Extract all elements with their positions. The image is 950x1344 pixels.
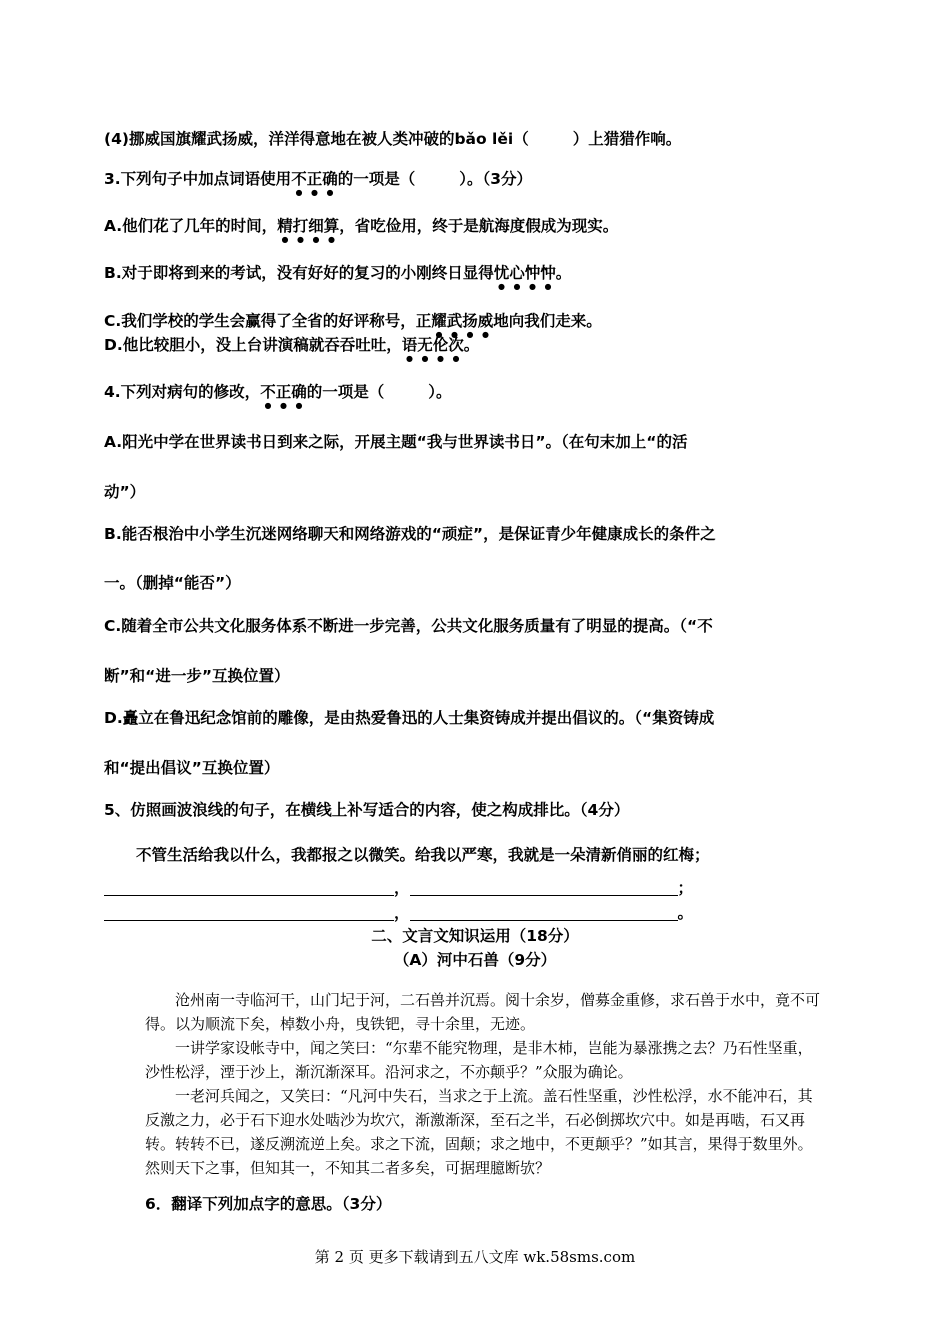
q6-stem: 6．翻译下列加点字的意思。（3分） [145, 1195, 392, 1213]
q5-end1: ； [677, 879, 694, 897]
q4-option-a-line2: 动”） [104, 483, 146, 501]
q3-stem [104, 167, 532, 197]
passage [145, 988, 825, 1180]
q2-item4-suffix: ）上猎猎作响。 [572, 130, 682, 148]
passage-paragraph-2: 一讲学家设帐寺中，闻之笑曰：“尔辈不能究物理，是非木杮，岂能为暴涨携之去？乃石性坚重，沙性松浮，湮于沙上，渐沉渐深耳。沿河求之，不亦颠乎？”众服为确论。 [145, 1039, 813, 1081]
q4-stem [104, 380, 451, 410]
q3-d-pre: D.他比较胆小，没上台讲演稿就吞吞吐吐， [104, 336, 402, 354]
fill-blank[interactable] [104, 879, 394, 896]
q5-sep2: ， [394, 904, 410, 922]
q3-a-post: ，省吃俭用，终于是航海度假成为现实。 [339, 217, 619, 235]
q4-option-d-line2: 和“提出倡议”互换位置） [104, 759, 280, 777]
q5-example: 不管生活给我以什么，我都报之以微笑。给我以严寒，我就是一朵清新俏丽的红梅； [136, 846, 710, 864]
q4-stem-c: ）。 [428, 383, 452, 401]
section-subtitle: （A）河中石兽（9分） [393, 951, 557, 969]
q3-stem-a: 3.下列句子中加点词语使用 [104, 170, 292, 188]
q4-stem-dotted: 不正确 [260, 383, 307, 401]
answer-space [529, 131, 573, 147]
q5-fill-line-1 [104, 876, 693, 898]
q4-option-c-line1: C.随着全市公共文化服务体系不断进一步完善，公共文化服务质量有了明显的提高。（“不 [104, 617, 713, 635]
q3-option-a [104, 214, 618, 244]
fill-blank[interactable] [410, 879, 678, 896]
section-title: 二、文言文知识运用（18分） [371, 927, 579, 945]
q3-stem-b: 的一项是（ [337, 170, 416, 188]
q4-option-a-line1: A.阳光中学在世界读书日到来之际，开展主题“我与世界读书日”。（在句末加上“的活 [104, 433, 688, 451]
passage-paragraph-3: 一老河兵闻之，又笑曰：“凡河中失石，当求之于上流。盖石性坚重，沙性松浮，水不能冲石，其反激之力，必于石下迎水处啮沙为坎穴，渐激渐深，至石之半，石必倒掷坎穴中。如是再啮，石又再转。转转不已，遂反溯流逆上矣。求之下流，固颠；求之地中，不更颠乎？”如其言，果得于数里外。然则天下之事，但知其一，不知其二者多矣，可据理臆断欤？ [145, 1087, 813, 1177]
q3-stem-dotted: 不正确 [291, 170, 338, 188]
q5-sep1: ， [394, 879, 410, 897]
q5-stem: 5、仿照画波浪线的句子，在横线上补写适合的内容，使之构成排比。（4分） [104, 801, 630, 819]
q4-stem-b: 的一项是（ [306, 383, 385, 401]
q3-a-dotted: 精打细算 [277, 217, 340, 235]
q3-option-b [104, 261, 571, 291]
q3-d-post: 。 [463, 336, 480, 354]
q4-option-b-line2: 一。（删掉“能否”） [104, 574, 241, 592]
q5-fill-line-2 [104, 901, 693, 923]
q3-stem-c: ）。（3分） [459, 170, 533, 188]
fill-blank[interactable] [410, 904, 678, 921]
q3-c-post: 地向我们走来。 [493, 312, 602, 330]
q3-option-d [104, 333, 479, 363]
q2-item4 [104, 127, 681, 149]
q2-item4-prefix: (4)挪威国旗耀武扬威，洋洋得意地在被人类冲破的bǎo lěi（ [104, 130, 529, 148]
page-footer: 第 2 页 更多下载请到五八文库 wk.58sms.com [314, 1248, 636, 1266]
q3-b-pre: B.对于即将到来的考试，没有好好的复习的小刚终日显得 [104, 264, 494, 282]
q4-option-b-line1: B.能否根治中小学生沉迷网络聊天和网络游戏的“顽症”，是保证青少年健康成长的条件之 [104, 525, 716, 543]
q3-c-pre: C.我们学校的学生会赢得了全省的好评称号，正 [104, 312, 432, 330]
q3-d-dotted: 语无伦次 [401, 336, 464, 354]
q3-b-post: 。 [555, 264, 572, 282]
fill-blank[interactable] [104, 904, 394, 921]
q4-option-c-line2: 断”和“进一步”互换位置） [104, 667, 290, 685]
q3-c-dotted: 耀武扬威 [431, 312, 494, 330]
q5-end2: 。 [677, 904, 694, 922]
q4-stem-a: 4.下列对病句的修改， [104, 383, 261, 401]
q3-a-pre: A.他们花了几年的时间， [104, 217, 278, 235]
q3-b-dotted: 忧心忡忡 [493, 264, 556, 282]
passage-paragraph-1: 沧州南一寺临河干，山门圮于河，二石兽并沉焉。阅十余岁，僧募金重修，求石兽于水中，竟不可得。以为顺流下矣，棹数小舟，曳铁钯，寻十余里，无迹。 [145, 991, 821, 1033]
q4-option-d-line1: D.矗立在鲁迅纪念馆前的雕像，是由热爱鲁迅的人士集资铸成并提出倡议的。（“集资铸成 [104, 709, 715, 727]
